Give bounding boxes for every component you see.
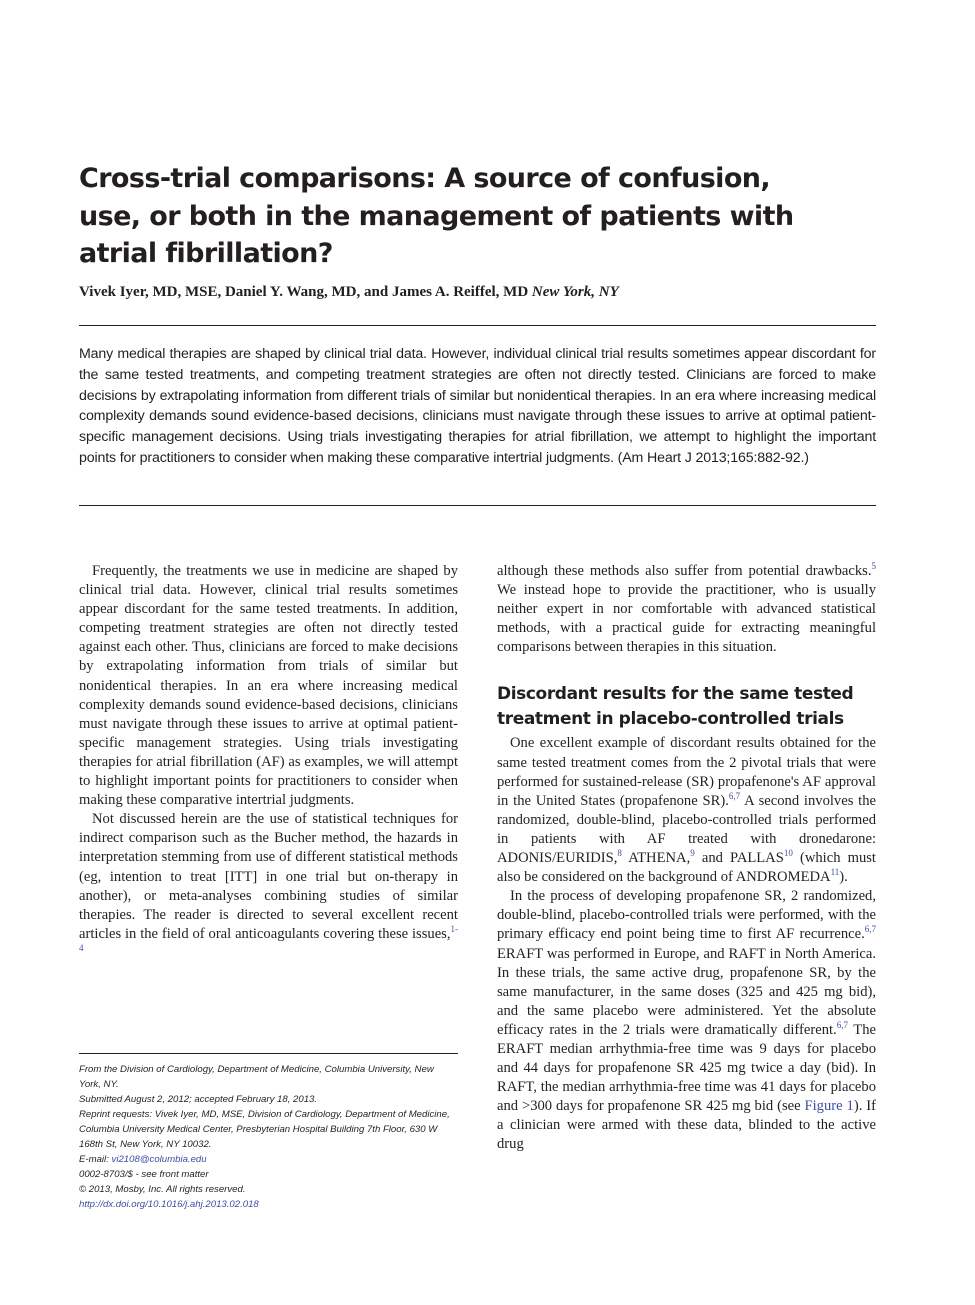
paragraph-text: ). bbox=[839, 869, 848, 886]
section-heading: Discordant results for the same tested treatment in placebo-controlled trials bbox=[497, 684, 854, 730]
left-column bbox=[79, 562, 458, 963]
paragraph-text: A second involves the randomized, double-blind, placebo-controlled trials performed in patients with AF treated with dronedarone: ADONIS/EURIDIS, bbox=[497, 792, 876, 867]
author-names: Vivek Iyer, MD, MSE, Daniel Y. Wang, MD, and James A. Reiffel, MD bbox=[79, 284, 529, 300]
paragraph-text: (which must also be considered on the background of ANDROMEDA bbox=[497, 850, 876, 886]
body-paragraph bbox=[497, 734, 876, 887]
body-paragraph bbox=[79, 810, 458, 963]
author-location: New York, NY bbox=[531, 284, 619, 300]
paragraph-text: In the process of developing propafenone SR, 2 randomized, double-blind, placebo-controlled trials were performed, with the primary efficacy end point being time to first AF recurrence. bbox=[497, 888, 876, 943]
article-title: Cross-trial comparisons: A source of confusion, use, or both in the management of patients with atrial fibrillation? bbox=[79, 163, 794, 269]
citation-link[interactable]: 6,7 bbox=[864, 924, 876, 935]
citation-link[interactable]: 8 bbox=[617, 848, 622, 859]
paragraph-text: and PALLAS bbox=[694, 850, 784, 867]
email-link[interactable]: vi2108@columbia.edu bbox=[111, 1154, 207, 1165]
affiliation-note: From the Division of Cardiology, Department of Medicine, Columbia University, New York, NY. bbox=[79, 1064, 434, 1090]
email-note bbox=[79, 1152, 458, 1167]
paragraph-text: ATHENA, bbox=[621, 850, 691, 867]
paragraph-text: We instead hope to provide the practitioner, who is usually neither expert in nor comfortable with advanced statistical methods, with a practical guide for extracting meaningful comparisons between therapies in this situation. bbox=[497, 582, 876, 656]
copyright-note: © 2013, Mosby, Inc. All rights reserved. bbox=[79, 1184, 246, 1195]
abstract: Many medical therapies are shaped by clinical trial data. However, individual clinical trial results sometimes appear discordant for the same tested treatments, and competing treatment strategies are often not directly tested. Clinicians are forced to make decisions by extrapolating information from different trials of similar but nonidentical therapies. In an era where increasing medical complexity demands sound evidence-based decisions, clinicians must navigate through these issues to arrive at optimal patient-specific management decisions. Using trials investigating therapies for atrial fibrillation, we attempt to highlight the important points for practitioners to consider when making these comparative intertrial judgments. (Am Heart J 2013;165:882-92.) bbox=[79, 346, 876, 466]
doi-link[interactable]: http://dx.doi.org/10.1016/j.ahj.2013.02.018 bbox=[79, 1199, 259, 1210]
paragraph-text: One excellent example of discordant results obtained for the same tested treatment comes from the 2 pivotal trials that were performed for sustained-release (SR) propafenone's AF approval in the United States (propafenone SR). bbox=[497, 735, 876, 809]
abstract-divider bbox=[79, 505, 876, 506]
paragraph-text: Not discussed herein are the use of statistical techniques for indirect comparison such as the Bucher method, the hazards in interpretation stemming from use of different statistical methods (eg, intention to treat [ITT] in one trial but on-therapy in another), or meta-analyses combining studies of similar therapies. The reader is directed to several excellent recent articles in the field of oral anticoagulants covering these issues, bbox=[79, 811, 458, 942]
citation-link[interactable]: 5 bbox=[871, 561, 876, 571]
citation-link[interactable]: 6,7 bbox=[728, 790, 741, 801]
citation-link[interactable]: 1-4 bbox=[79, 923, 458, 953]
citation-link[interactable]: 6,7 bbox=[836, 1019, 848, 1030]
issn-note: 0002-8703/$ - see front matter bbox=[79, 1169, 209, 1180]
body-paragraph bbox=[497, 887, 876, 1154]
paragraph-text: ). If a clinician were armed with these data, blinded to the active drug bbox=[497, 1098, 876, 1153]
citation-link[interactable]: 11 bbox=[830, 867, 840, 878]
citation-link[interactable]: 10 bbox=[783, 848, 793, 859]
paragraph-text: although these methods also suffer from potential drawbacks. bbox=[497, 563, 872, 579]
author-line bbox=[79, 282, 879, 302]
figure-link[interactable]: Figure 1 bbox=[804, 1098, 854, 1115]
email-label: E-mail: bbox=[79, 1154, 112, 1165]
citation-link[interactable]: 9 bbox=[690, 848, 695, 859]
body-paragraph bbox=[497, 562, 876, 657]
paragraph-text: ERAFT was performed in Europe, and RAFT in North America. In these trials, the same active drug, propafenone SR, by the same manufacturer, in the same doses (325 and 425 mg bid), and the same placebo were administered. Yet the absolute efficacy rates in the 2 trials were dramatically different. bbox=[497, 945, 876, 1038]
submission-note: Submitted August 2, 2012; accepted February 18, 2013. bbox=[79, 1094, 318, 1105]
reprint-note: Reprint requests: Vivek Iyer, MD, MSE, Division of Cardiology, Department of Medicine, Columbia University Medical Center, Presbyterian Hospital Building 7th Floor, 630 W 168th St, New York, NY 10032. bbox=[79, 1109, 450, 1150]
footnotes bbox=[79, 1053, 458, 1212]
top-divider bbox=[79, 325, 876, 326]
body-paragraph: Frequently, the treatments we use in medicine are shaped by clinical trial data. However, clinical trial results sometimes appear discordant for the same tested treatments. In addition, competing treatment strategies are often not directly tested against each other. Thus, clinicians are forced to make decisions by extrapolating information from trials of similar but nonidentical therapies. In an era where increasing medical complexity demands sound evidence-based decisions, clinicians must navigate through these issues to arrive at optimal patient-specific management strategies. Using trials investigating therapies for atrial fibrillation (AF) as examples, we will attempt to highlight important points for practitioners to consider when making these comparative intertrial judgments. bbox=[79, 563, 458, 809]
paragraph-text: The ERAFT median arrhythmia-free time was 9 days for placebo and 44 days for propafenone SR 425 mg twice a day (bid). In RAFT, the median arrhythmia-free time was 41 days for placebo and >300 days for propafenone SR 425 mg bid (see bbox=[497, 1021, 876, 1115]
right-column bbox=[497, 562, 876, 1155]
